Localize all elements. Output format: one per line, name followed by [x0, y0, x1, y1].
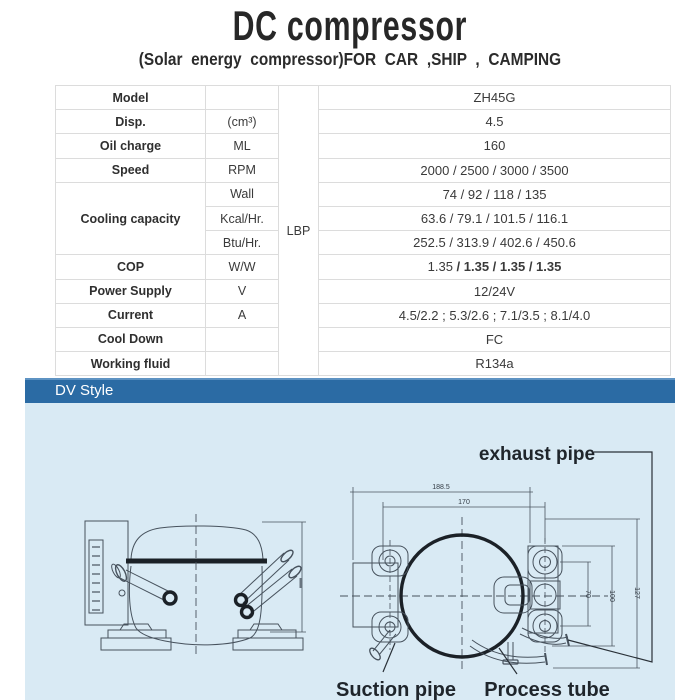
row-unit: Kcal/Hr. [206, 206, 279, 230]
table-row [56, 158, 671, 182]
row-unit [206, 86, 279, 110]
row-value: 1.35 / 1.35 / 1.35 / 1.35 [319, 255, 671, 279]
row-value: ZH45G [319, 86, 671, 110]
page-title: DC compressor [232, 2, 468, 49]
row-label: COP [56, 255, 206, 279]
table-row [56, 303, 671, 327]
title-block [0, 4, 700, 70]
row-value: 4.5 [319, 110, 671, 134]
row-unit [206, 352, 279, 376]
row-unit: (cm³) [206, 110, 279, 134]
dimension-height-inner: 70 [584, 590, 591, 598]
row-value: R134a [319, 352, 671, 376]
row-value: 63.6 / 79.1 / 101.5 / 116.1 [319, 206, 671, 230]
row-value: 252.5 / 313.9 / 402.6 / 450.6 [319, 231, 671, 255]
dimension-height-outer: 127 [633, 587, 640, 599]
table-row [56, 255, 671, 279]
row-unit: RPM [206, 158, 279, 182]
page-subtitle: (Solar energy compressor)FOR CAR ,SHIP , CAMPING [138, 49, 562, 70]
row-label: Cool Down [56, 327, 206, 351]
row-value: 160 [319, 134, 671, 158]
row-unit: W/W [206, 255, 279, 279]
row-unit: V [206, 279, 279, 303]
row-label: Cooling capacity [56, 182, 206, 255]
table-row [56, 134, 671, 158]
row-value: 12/24V [319, 279, 671, 303]
row-label: Disp. [56, 110, 206, 134]
row-label: Model [56, 86, 206, 110]
callout-labels [336, 444, 610, 700]
row-value: 74 / 92 / 118 / 135 [319, 182, 671, 206]
row-value: 2000 / 2500 / 3000 / 3500 [319, 158, 671, 182]
table-row [56, 327, 671, 351]
table-row [56, 182, 671, 206]
exhaust-pipe-label: exhaust pipe [478, 444, 596, 465]
section-header-label: DV Style [55, 382, 114, 399]
suction-pipe-label: Suction pipe [336, 679, 456, 700]
row-unit [206, 327, 279, 351]
dimension-height-mid: 100 [608, 590, 615, 602]
dimension-width-outer: 188.5 [432, 484, 450, 491]
spec-table [55, 85, 671, 376]
row-label: Speed [56, 158, 206, 182]
table-row [56, 279, 671, 303]
side-view-height-dimension-mark [300, 578, 302, 588]
dimension-width-inner: 170 [458, 499, 470, 506]
row-unit: Btu/Hr. [206, 231, 279, 255]
row-unit: A [206, 303, 279, 327]
row-value: FC [319, 327, 671, 351]
section-header-dv-style [25, 378, 675, 403]
compressor-technical-drawing [25, 403, 675, 700]
lbp-cell: LBP [279, 86, 319, 376]
row-label: Current [56, 303, 206, 327]
table-row [56, 352, 671, 376]
dimension-lines [350, 487, 640, 668]
technical-drawing-panel [25, 403, 675, 700]
row-label: Power Supply [56, 279, 206, 303]
row-unit: ML [206, 134, 279, 158]
row-label: Oil charge [56, 134, 206, 158]
row-label: Working fluid [56, 352, 206, 376]
table-row [56, 110, 671, 134]
compressor-side-view-drawing [85, 514, 306, 658]
row-unit: Wall [206, 182, 279, 206]
row-value: 4.5/2.2 ; 5.3/2.6 ; 7.1/3.5 ; 8.1/4.0 [319, 303, 671, 327]
compressor-top-view-drawing [340, 517, 608, 672]
table-row [56, 86, 671, 110]
process-tube-label: Process tube [484, 679, 610, 700]
dimension-labels [432, 484, 640, 602]
